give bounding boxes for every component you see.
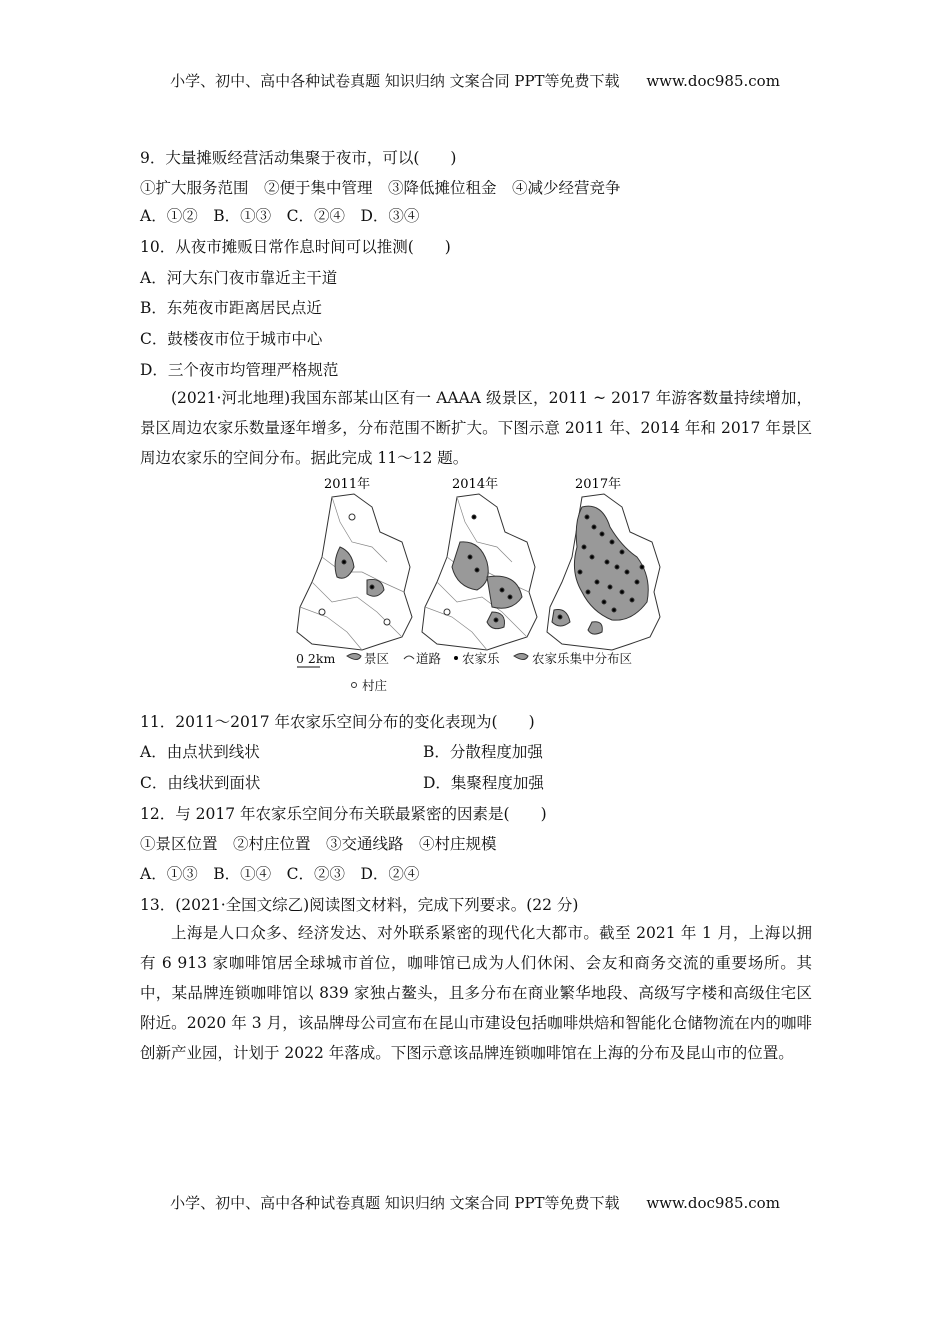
q13-stem: 13．(2021·全国文综乙)阅读图文材料，完成下列要求。(22 分) <box>140 896 579 914</box>
legend-village: 村庄 <box>362 678 388 693</box>
legend-scale: 0 2km <box>296 651 336 666</box>
q12-options: A．①③ B．①④ C．②③ D．②④ <box>140 865 420 883</box>
q11-option-b: B．分散程度加强 <box>423 743 543 761</box>
map-2014 <box>422 494 537 650</box>
year-label-2017: 2017年 <box>575 477 622 492</box>
map-2017 <box>547 494 660 650</box>
page-footer <box>0 1192 950 1213</box>
legend-cluster: 农家乐集中分布区 <box>532 651 633 666</box>
q12-items: ①景区位置 ②村庄位置 ③交通线路 ④村庄规模 <box>140 835 497 853</box>
q10-option-d: D．三个夜市均管理严格规范 <box>140 361 339 379</box>
q13-passage-text: 上海是人口众多、经济发达、对外联系紧密的现代化大都市。截至 2021 年 1 月，上海以拥有 6 913 家咖啡馆居全球城市首位，咖啡馆已成为人们休闲、会友和商务交流的重要场所。其中，某品牌连锁咖啡馆以 839 家独占鳌头，且多分布在商业繁华地段、高级写字楼和高级住宅区附近。2020 年 3 月，该品牌母公司宣布在昆山市建设包括咖啡烘焙和智能化仓储物流在内的咖啡创新产业园，计划于 2022 年落成。下图示意该品牌连锁咖啡馆在上海的分布及昆山市的位置。 <box>140 924 812 1062</box>
page-header <box>0 70 950 91</box>
year-label-2011: 2011年 <box>324 477 371 492</box>
q11-stem: 11．2011～2017 年农家乐空间分布的变化表现为( ) <box>140 713 535 731</box>
legend-road: 道路 <box>416 651 442 666</box>
figure-legend <box>296 651 632 693</box>
map-2011 <box>297 494 412 650</box>
footer-url[interactable]: www.doc985.com <box>646 1194 780 1212</box>
legend-farm: 农家乐 <box>462 651 500 666</box>
q10-option-a: A．河大东门夜市靠近主干道 <box>140 269 338 287</box>
q10-stem: 10．从夜市摊贩日常作息时间可以推测( ) <box>140 238 451 256</box>
q10-option-c: C．鼓楼夜市位于城市中心 <box>140 330 323 348</box>
passage-11-12 <box>140 383 812 473</box>
q10-option-b: B．东苑夜市距离居民点近 <box>140 299 322 317</box>
q9-options: A．①② B．①③ C．②④ D．③④ <box>140 207 420 225</box>
farmstay-distribution-figure <box>292 472 662 702</box>
q11-option-d: D．集聚程度加强 <box>423 774 544 792</box>
header-text: 小学、初中、高中各种试卷真题 知识归纳 文案合同 PPT等免费下载 <box>170 72 620 90</box>
footer-text: 小学、初中、高中各种试卷真题 知识归纳 文案合同 PPT等免费下载 <box>170 1194 620 1212</box>
header-url[interactable]: www.doc985.com <box>646 72 780 90</box>
year-label-2014: 2014年 <box>452 477 499 492</box>
q13-passage <box>140 918 812 1068</box>
q12-stem: 12．与 2017 年农家乐空间分布关联最紧密的因素是( ) <box>140 805 547 823</box>
q9-items: ①扩大服务范围 ②便于集中管理 ③降低摊位租金 ④减少经营竞争 <box>140 179 621 197</box>
q11-option-c: C．由线状到面状 <box>140 774 261 792</box>
legend-scenic: 景区 <box>364 651 390 666</box>
passage-11-12-text: (2021·河北地理)我国东部某山区有一 AAAA 级景区，2011 ~ 2017 年游客数量持续增加，景区周边农家乐数量逐年增多，分布范围不断扩大。下图示意 2011 年、2014 年和 2017 年景区周边农家乐的空间分布。据此完成 11～12 题。 <box>140 389 812 467</box>
q9-stem: 9．大量摊贩经营活动集聚于夜市，可以( ) <box>140 149 457 167</box>
q11-option-a: A．由点状到线状 <box>140 743 260 761</box>
